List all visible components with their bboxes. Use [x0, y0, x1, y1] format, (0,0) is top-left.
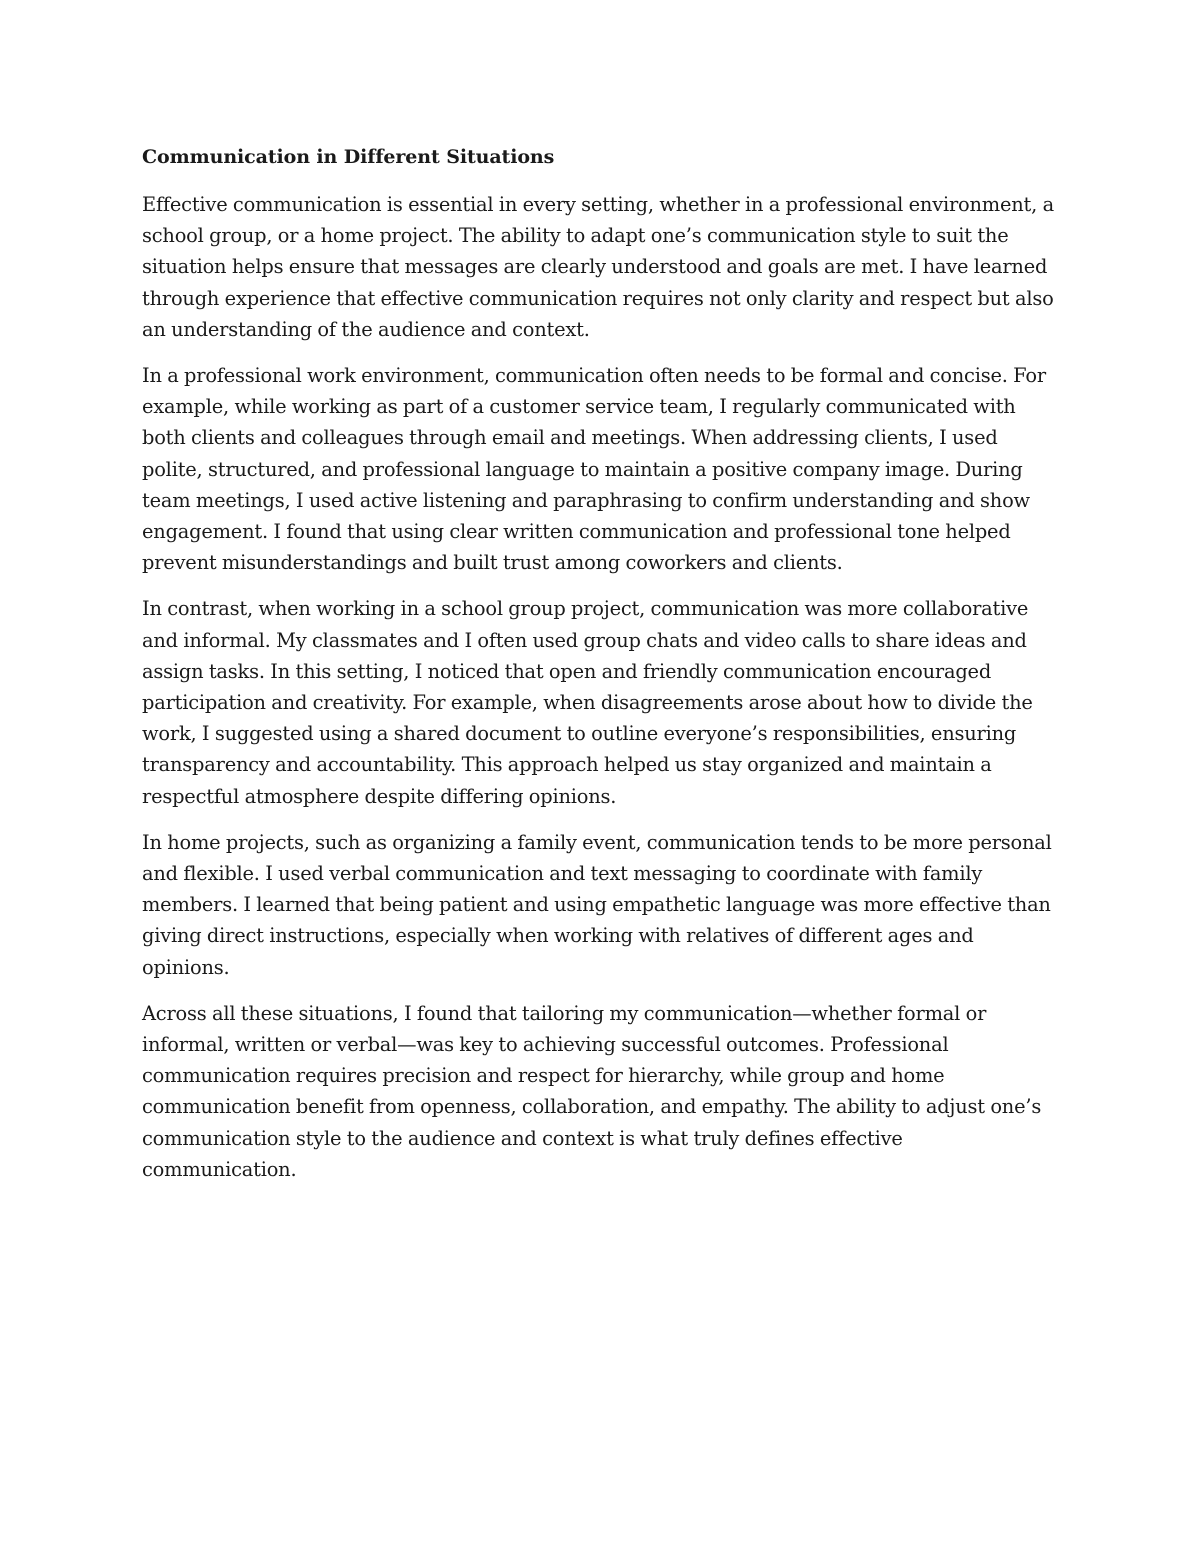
paragraph-professional-environment: In a professional work environment, communication often needs to be formal and concise. For example, while working as part of a customer service team, I regularly communicated with both clients and colleagues through email and meetings. When addressing clients, I used polite, structured, and professional language to maintain a positive company image. During team meetings, I used active listening and paraphrasing to confirm understanding and show engagement. I found that using clear written communication and professional tone helped prevent misunderstandings and built trust among coworkers and clients. — [142, 364, 1046, 575]
paragraph-introduction: Effective communication is essential in every setting, whether in a professional environment, a school group, or a home project. The ability to adapt one’s communication style to suit the situation helps ensure that messages are clearly understood and goals are met. I have learned through experience that effective communication requires not only clarity and respect but also an understanding of the audience and context. — [142, 193, 1054, 341]
paragraph-home-projects: In home projects, such as organizing a family event, communication tends to be more personal and flexible. I used verbal communication and text messaging to coordinate with family members. I learned that being patient and using empathetic language was more effective than giving direct instructions, especially when working with relatives of different ages and opinions. — [142, 830, 1052, 979]
paragraph-conclusion: Across all these situations, I found that tailoring my communication—whether formal or informal, written or verbal—was key to achieving successful outcomes. Professional communication requires precision and respect for hierarchy, while group and home communication benefit from openness, collaboration, and empathy. The ability to adjust one’s communication style to the audience and context is what truly defines effective communication. — [142, 1001, 1042, 1181]
document-title: Communication in Different Situations — [142, 146, 555, 168]
paragraph-school-group: In contrast, when working in a school group project, communication was more collaborative and informal. My classmates and I often used group chats and video calls to share ideas and assign tasks. In this setting, I noticed that open and friendly communication encouraged participation and creativity. For example, when disagreements arose about how to divide the work, I suggested using a shared document to outline everyone’s responsibilities, ensuring transparency and accountability. This approach helped us stay organized and maintain a respectful atmosphere despite differing opinions. — [142, 597, 1033, 808]
